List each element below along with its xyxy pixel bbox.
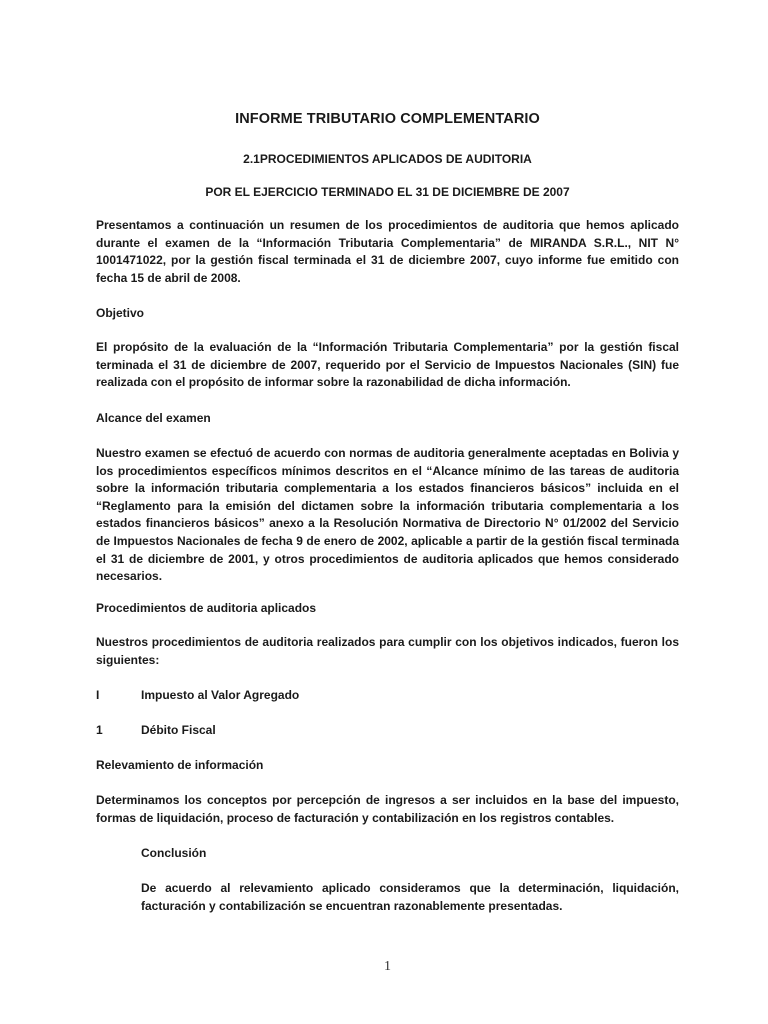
objetivo-paragraph: El propósito de la evaluación de la “Información Tributaria Complementaria” por la gestión fiscal terminada el 31 de diciembre de 2007, requerido por el Servicio de Impuestos Nacionales (SIN) fue realizada con el propósito de informar sobre la razonabilidad de dicha información.	[96, 340, 679, 390]
objetivo-heading: Objetivo	[96, 306, 145, 320]
conclusion-paragraph: De acuerdo al relevamiento aplicado consideramos que la determinación, liquidación, facturación y contabilización se encuentran razonablemente presentadas.	[141, 881, 679, 913]
item-label: Débito Fiscal	[141, 723, 216, 737]
item-number: I	[96, 688, 100, 702]
procedimientos-paragraph: Nuestros procedimientos de auditoria realizados para cumplir con los objetivos indicados, fueron los siguientes:	[96, 635, 679, 667]
relevamiento-paragraph: Determinamos los conceptos por percepción de ingresos a ser incluidos en la base del impuesto, formas de liquidación, proceso de facturación y contabilización en los registros contables.	[96, 793, 679, 825]
relevamiento-heading: Relevamiento de información	[96, 758, 264, 772]
document-title: INFORME TRIBUTARIO COMPLEMENTARIO	[235, 111, 540, 127]
intro-paragraph: Presentamos a continuación un resumen de los procedimientos de auditoria que hemos aplicado durante el examen de la “Información Tributaria Complementaria” de MIRANDA S.R.L., NIT N° 1001471022, por la gestión fiscal terminada el 31 de diciembre 2007, cuyo informe fue emitido con fecha 15 de abril de 2008.	[96, 218, 679, 285]
alcance-paragraph: Nuestro examen se efectuó de acuerdo con normas de auditoria generalmente aceptadas en Bolivia y los procedimientos específicos mínimos descritos en el “Alcance mínimo de las tareas de auditoria sobre la información tributaria complementaria a los estados financieros básicos” incluida en el “Reglamento para la emisión del dictamen sobre la información tributaria complementaria a los estados financieros básicos” anexo a la Resolución Normativa de Directorio N° 01/2002 del Servicio de Impuestos Nacionales de fecha 9 de enero de 2002, aplicable a partir de la gestión fiscal terminada el 31 de diciembre de 2001, y otros procedimientos de auditoria aplicados que hemos considerado necesarios.	[96, 446, 679, 584]
document-page	[96, 0, 679, 1024]
item-label: Impuesto al Valor Agregado	[141, 688, 300, 702]
page-number: 1	[384, 959, 391, 974]
alcance-heading: Alcance del examen	[96, 411, 211, 425]
conclusion-heading: Conclusión	[141, 846, 207, 860]
document-subtitle-period: POR EL EJERCICIO TERMINADO EL 31 DE DICIEMBRE DE 2007	[205, 185, 570, 199]
procedimientos-heading: Procedimientos de auditoria aplicados	[96, 601, 317, 615]
item-number: 1	[96, 723, 103, 737]
document-subtitle-procedures: 2.1PROCEDIMIENTOS APLICADOS DE AUDITORIA	[243, 152, 532, 166]
